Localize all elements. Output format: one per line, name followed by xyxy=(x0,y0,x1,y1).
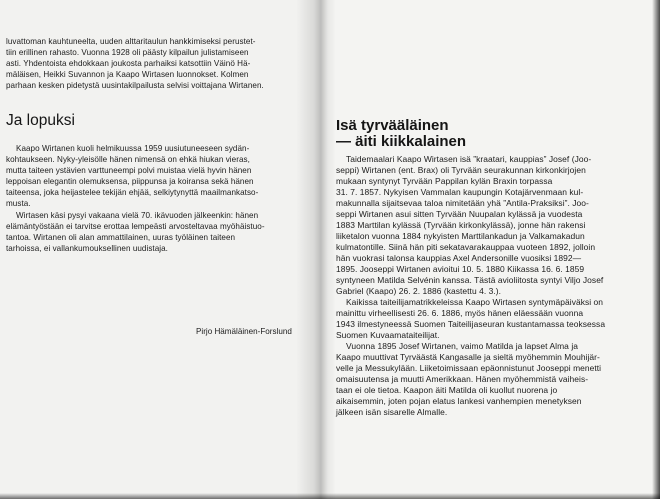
right-column xyxy=(336,118,642,418)
text-line: velle ja Messukylään. Liiketoimissaan epäonnistunut Jooseppi menetti xyxy=(336,363,602,374)
text-line: asti. Yhdentoista ehdokkaan joukosta parhaiksi katsottiin Väinö Hä- xyxy=(6,59,251,69)
article-title xyxy=(336,118,642,150)
title-line: Isä tyrvääläinen xyxy=(336,117,449,134)
left-column xyxy=(6,36,292,254)
text-line: mainittu virheellisesti 26. 6. 1886, myös hänen eläessään vuonna xyxy=(336,308,584,319)
text-line: 1883 Marttilan kylässä (Tyrvään kirkonkylässä), jonne hän rakensi xyxy=(336,220,586,231)
text-line: aikaisemmin, joten pojan elatus lankesi vanhempien menetyksen xyxy=(336,396,582,407)
text-line: liiketalon vuonna 1884 nykyisten Marttilankadun ja Valkamakadun xyxy=(336,231,585,242)
text-line: kulmatontille. Siinä hän piti sekatavarakauppaa vuoteen 1892, jolloin xyxy=(336,242,596,253)
text-line: taan ei ole tietoa. Kaapon äiti Matilda oli kuollut nuorena jo xyxy=(336,385,558,396)
text-line: mukaan syntynyt Tyrvään Pappilan kylän Braxin torpassa xyxy=(336,176,553,187)
text-line: syntyneen Matilda Selvénin kanssa. Tästä avioliitosta syntyi Viljo Josef xyxy=(336,275,604,286)
title-line: — äiti kiikkalainen xyxy=(336,133,467,150)
text-line: mutta taiteen ystävien varttuneempi polvi muistaa vielä hyvin hänen xyxy=(6,166,252,176)
text-line: Wirtasen käsi pysyi vakaana vielä 70. ikävuoden jälkeenkin: hänen xyxy=(16,210,259,220)
text-line: Vuonna 1895 Josef Wirtanen, vaimo Matilda ja lapset Alma ja xyxy=(346,341,578,352)
section-heading: Ja lopuksi xyxy=(6,112,75,130)
text-line: leppoisan elegantin olemuksensa, piippunsa ja koiransa sekä hänen xyxy=(6,177,254,187)
text-line: jälkeen isän sisarelle Almalle. xyxy=(336,407,448,418)
text-line: 1943 ilmestyneessä Suomen Taiteilijaseuran kustantamassa teoksessa xyxy=(336,319,606,330)
text-line: seppi) Wirtanen (ent. Brax) oli Tyrvään seurakunnan kirkonkirjojen xyxy=(336,165,586,176)
page-edge-right xyxy=(652,0,660,499)
text-line: hän vuokrasi talonsa kauppias Axel Andersonille vuosiksi 1892— xyxy=(336,253,582,264)
text-line: Taidemaalari Kaapo Wirtasen isä ”kraatari, kauppias” Josef (Joo- xyxy=(346,154,592,164)
paragraph-death xyxy=(6,143,292,209)
article-body xyxy=(336,154,642,418)
text-line: Gabriel (Kaapo) 26. 2. 1886 (kastettu 4. 3.). xyxy=(336,286,501,297)
book-gutter xyxy=(296,0,336,499)
text-line: omaisuutensa ja muutti Amerikkaan. Hänen myöhemmistä vaiheis- xyxy=(336,374,589,385)
text-line: musta. xyxy=(6,199,31,209)
text-line: mäläisen, Heikki Suvannon ja Kaapo Wirtasen luonnokset. Kolmen xyxy=(6,70,249,80)
text-line: elämäntyöstään ei tarvitse erottaa lempeästi arvosteltavaa myöhäistuo- xyxy=(6,221,265,231)
text-line: tiin erillinen rahasto. Vuonna 1928 oli päästy kilpailun julistamiseen xyxy=(6,48,249,58)
text-line: makunnalla sijaitsevaa taloa nimitetään yhä ”Antila-Praksiksi”. Joo- xyxy=(336,198,589,209)
text-line: Kaapo Wirtanen kuoli helmikuussa 1959 uusiutuneeseen sydän- xyxy=(16,144,250,154)
text-line: seppi Wirtanen asui sitten Tyrvään Nuupalan kylässä ja vuodesta xyxy=(336,209,583,220)
text-line: tantoa. Wirtanen oli alan ammattilainen, uuras työläinen taiteen xyxy=(6,232,236,242)
text-line: 1895. Jooseppi Wirtanen avioitui 10. 5. 1880 Kiikassa 16. 6. 1859 xyxy=(336,264,585,275)
right-page xyxy=(322,0,660,499)
text-line: kohtaukseen. Nyky-yleisölle hänen nimensä on ehkä hiukan vieras, xyxy=(6,155,250,165)
text-line: taiteensa, joka heijastelee tekijän ehjää, selkiytynyttä maailmankatso- xyxy=(6,188,259,198)
author-signature: Pirjo Hämäläinen-Forslund xyxy=(196,327,292,336)
page-edge-bottom xyxy=(0,493,660,499)
text-line: Kaapo muuttivat Tyrväästä Kangasalle ja sieltä myöhemmin Mouhijär- xyxy=(336,352,600,363)
text-line: luvattoman kauhtuneelta, uuden alttaritaulun hankkimiseksi perustet- xyxy=(6,37,256,46)
text-line: tarhoissa, ei vallankumouksellinen uudistaja. xyxy=(6,243,168,253)
paragraph-legacy xyxy=(6,210,292,254)
text-line: Suomen Kuvaamataiteilijat. xyxy=(336,330,440,341)
intro-paragraph xyxy=(6,36,292,91)
text-line: Kaikissa taiteilijamatrikkeleissa Kaapo Wirtasen syntymäpäiväksi on xyxy=(346,297,604,308)
text-line: parhaan kesken pidetystä uusintakilpailusta selvisi voittajana Wirtanen. xyxy=(6,81,264,91)
text-line: 31. 7. 1857. Nykyisen Vammalan kaupungin Kotajärvenmaan kul- xyxy=(336,187,584,198)
left-page xyxy=(0,0,322,499)
